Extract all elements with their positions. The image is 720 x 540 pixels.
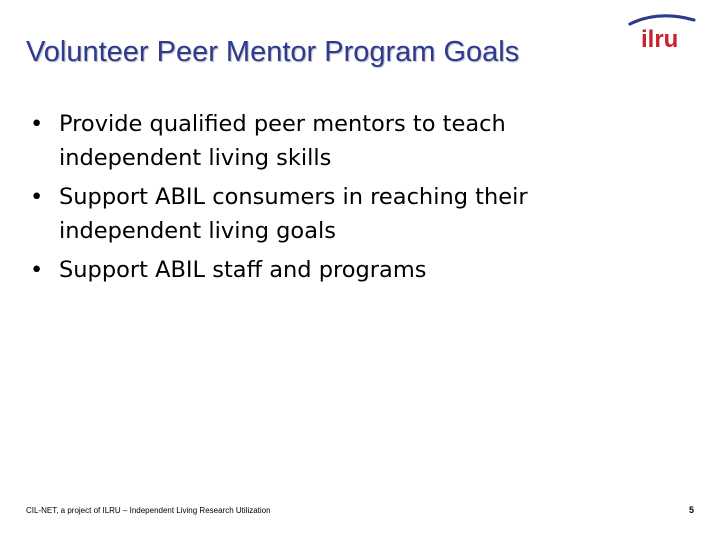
bullet-icon: •	[30, 184, 44, 210]
list-item	[30, 108, 650, 175]
logo-swoosh	[630, 16, 694, 24]
page-number: 5	[688, 505, 694, 515]
slide-title: Volunteer Peer Mentor Program Goals	[26, 36, 520, 68]
bullet-icon: •	[30, 257, 44, 283]
list-item	[30, 181, 650, 248]
list-item	[30, 254, 650, 288]
list-item-text: Support ABIL staff and programs	[59, 257, 427, 283]
list-item-text: Support ABIL consumers in reaching their independent living goals	[59, 184, 528, 244]
footer-text: CIL-NET, a project of ILRU – Independent Living Research Utilization	[26, 506, 271, 515]
logo-text: ilru	[641, 26, 679, 53]
list-item-text: Provide qualified peer mentors to teach independent living skills	[59, 111, 506, 171]
ilru-logo	[622, 10, 700, 54]
bullet-icon: •	[30, 111, 44, 137]
goals-list	[30, 108, 650, 294]
